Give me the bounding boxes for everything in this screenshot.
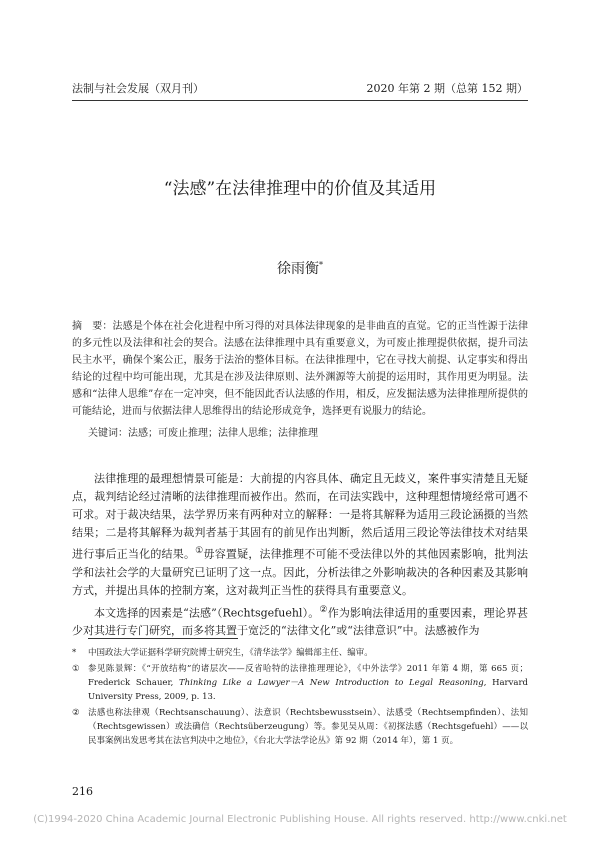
- footnote-2: [72, 706, 528, 748]
- abstract-text: 法感是个体在社会化进程中所习得的对具体法律现象的是非曲直的直觉。它的正当性源于法律的多元性以及法律和社会的契合。法感在法律推理中具有重要意义，为可废止推理提供依据，提升司法民主水平，确保个案公正，服务于法治的整体目标。在法律推理中，它在寻找大前提、认定事实和得出结论的过程中均可能出现，尤其是在涉及法律原则、法外渊源等大前提的运用时，其作用更为明显。法感和“法律人思维”存在一定冲突，但不能因此否认法感的作用，相反，应发掘法感为法律推理所提供的可能结论，进而与依据法律人思维得出的结论形成竞争，选择更有说服力的结论。: [72, 321, 529, 417]
- paragraph-2-tail: 作为影响法律适用的重要因素，理论界甚少对其进行专门研究，而多将其置于宽泛的“法律文化”或“法律意识”中。法感被作为: [72, 606, 529, 638]
- journal-name: 法制与社会发展（双月刊）: [72, 82, 204, 95]
- header-rule: [72, 100, 528, 101]
- body-paragraph-2: [72, 601, 528, 641]
- footnote-rule: [88, 638, 238, 639]
- footnote-author-text: 中国政法大学证据科学研究院博士研究生，《清华法学》编辑部主任、编审。: [88, 648, 373, 658]
- footnote-2-text: 法感也称法律观（Rechtsanschauung）、法意识（Rechtsbewusstsein）、法感受（Rechtsempfinden）、法知（Rechtsgewissen）或法确信（Rechtsüberzeugung）等。参见吴从周：《初探法感（Rechtsgefuehl）——以民事案例出发思考其在法官判决中之地位》，《台北大学法学论丛》第 92 期（2014 年），第 1 页。: [88, 708, 528, 746]
- footnote-1-mark: ①: [72, 664, 80, 674]
- author-line: [0, 258, 600, 278]
- abstract: [72, 318, 528, 420]
- paragraph-1-text: 法律推理的最理想情景可能是：大前提的内容具体、确定且无歧义，案件事实清楚且无疑点，裁判结论经过清晰的法律推理而被作出。然而，在司法实践中，这种理想情境经常可遇不可求。对于裁决结果，法学界历来有两种对立的解释：一是将其解释为适用三段论涵摄的当然结果；二是将其解释为裁判者基于其固有的前见作出判断，然后适用三段论等法律技术对结果进行事后正当化的结果。: [72, 472, 528, 561]
- footnote-1-book-title: Thinking Like a Lawyer－A New Introduction to Legal Reasoning: [178, 678, 484, 688]
- footnote-2-mark: ②: [72, 708, 80, 718]
- author-footnote-mark: *: [319, 260, 323, 270]
- abstract-label: 摘 要：: [72, 321, 113, 332]
- paragraph-1-tail: 毋容置疑，法律推理不可能不受法律以外的其他因素影响，批判法学和法社会学的大量研究已证明了这一点。因此，分析法律之外影响裁决的各种因素及其影响方式，并提出具体的控制方案，这对裁判正当性的获得具有重要意义。: [72, 547, 528, 597]
- page-number: 216: [72, 785, 93, 798]
- keywords-label: 关键词：: [88, 428, 128, 439]
- article-title: “法感”在法律推理中的价值及其适用: [163, 179, 437, 199]
- issue-info: 2020 年第 2 期（总第 152 期）: [366, 82, 528, 95]
- body-paragraph-1: [72, 470, 528, 600]
- keywords: [88, 425, 528, 442]
- keywords-text: 法感；可废止推理；法律人思维；法律推理: [128, 428, 318, 439]
- footnote-1: [72, 662, 528, 704]
- footnote-ref-1[interactable]: ①: [195, 545, 204, 556]
- footnote-ref-2[interactable]: ②: [319, 603, 328, 615]
- copyright-watermark: (C)1994-2020 China Academic Journal Electronic Publishing House. All rights reserved. http://www.cnki.net: [33, 814, 567, 825]
- running-header: [72, 80, 528, 96]
- footnote-1-text-a: 参见陈景辉：《“开放结构”的诸层次——反省哈特的法律推理理论》，《中外法学》2011 年第 4 期，第 665 页；Frederick Schauer,: [88, 664, 528, 688]
- footnote-author-mark: *: [72, 648, 77, 658]
- body-text: [72, 470, 528, 641]
- footnotes: [72, 646, 528, 750]
- author-name: 徐雨衡: [277, 261, 319, 277]
- footnote-1-text-b: , Harvard University Press, 2009, p. 13.: [88, 678, 528, 702]
- paragraph-2-text: 本文选择的因素是“法感”（Rechtsgefuehl）。: [94, 606, 320, 620]
- footnote-author: [72, 646, 528, 660]
